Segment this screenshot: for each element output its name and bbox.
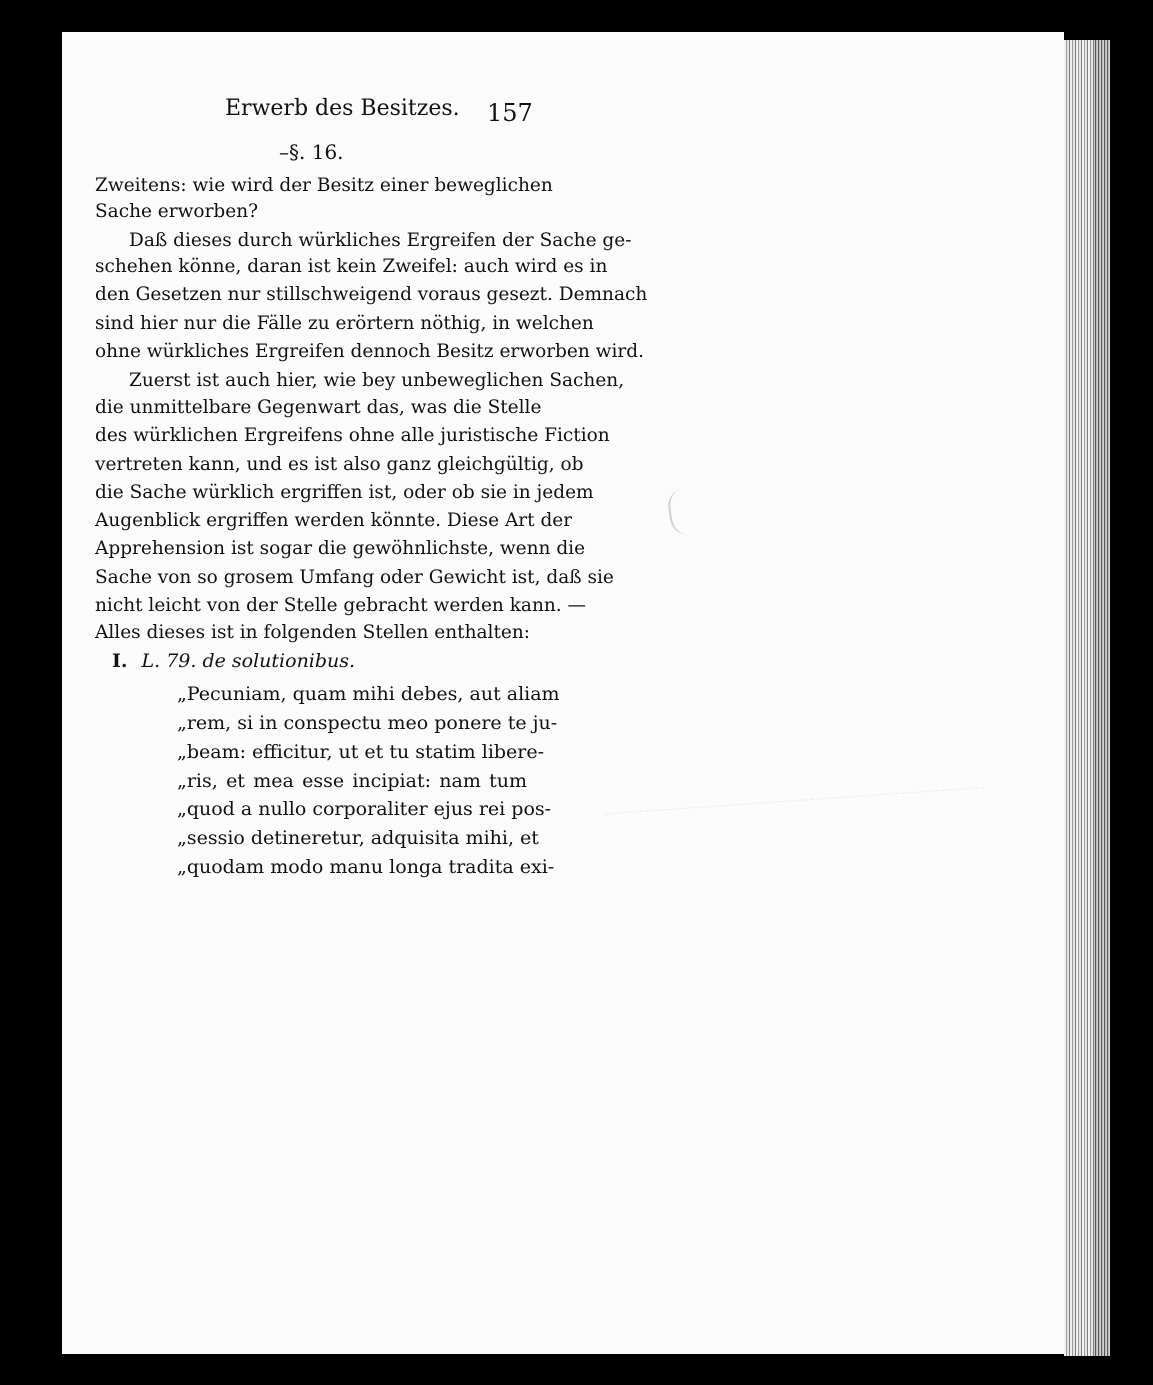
quote-line: „sessio detineretur, adquisita mihi, et: [177, 827, 539, 849]
text-line: Apprehension ist sogar die gewöhnlichste, wenn die: [95, 538, 586, 559]
text-line: schehen könne, daran ist kein Zweifel: auch wird es in: [95, 256, 608, 277]
text-line: sind hier nur die Fälle zu erörtern nöthig, in welchen: [95, 313, 594, 334]
quote-line: „quod a nullo corporaliter ejus rei pos-: [177, 798, 552, 820]
citation-label: I.: [112, 650, 128, 672]
text-line: vertreten kann, und es ist also ganz gleichgültig, ob: [95, 454, 584, 475]
section-heading: –§. 16.: [279, 140, 344, 164]
text-line: Zuerst ist auch hier, wie bey unbeweglichen Sachen,: [129, 370, 625, 391]
text-line: Daß dieses durch würkliches Ergreifen der Sache ge-: [129, 230, 632, 251]
text-line: Augenblick ergriffen werden könnte. Diese Art der: [95, 510, 573, 531]
book-fore-edge: [1064, 40, 1110, 1356]
page-number: 157: [487, 99, 533, 127]
text-line: ohne würkliches Ergreifen dennoch Besitz erworben wird.: [95, 341, 644, 362]
text-line: Alles dieses ist in folgenden Stellen enthalten:: [95, 622, 530, 643]
running-head: Erwerb des Besitzes.: [225, 96, 460, 121]
text-line: des würklichen Ergreifens ohne alle juristische Fiction: [95, 425, 610, 446]
text-line: Sache von so grosem Umfang oder Gewicht ist, daß sie: [95, 567, 614, 588]
text-line: den Gesetzen nur stillschweigend voraus gesezt. Demnach: [95, 284, 648, 305]
quote-line: „rem, si in conspectu meo ponere te ju-: [177, 712, 558, 734]
text-line: nicht leicht von der Stelle gebracht werden kann. —: [95, 595, 587, 616]
quote-line: „beam: efficitur, ut et tu statim libere-: [177, 741, 545, 763]
text-line: Sache erworben?: [95, 201, 259, 222]
citation-reference: L. 79. de solutionibus.: [141, 650, 356, 672]
text-line: Zweitens: wie wird der Besitz einer beweglichen: [95, 175, 553, 196]
citation: [112, 650, 355, 672]
show-through-text: [605, 787, 995, 974]
text-line: die Sache würklich ergriffen ist, oder ob sie in jedem: [95, 482, 594, 503]
quote-line: „quodam modo manu longa tradita exi-: [177, 856, 555, 878]
quote-line: „ris, et mea esse incipiat: nam tum: [177, 770, 527, 792]
text-line: die unmittelbare Gegenwart das, was die Stelle: [95, 397, 542, 418]
quote-line: „Pecuniam, quam mihi debes, aut aliam: [177, 683, 560, 705]
